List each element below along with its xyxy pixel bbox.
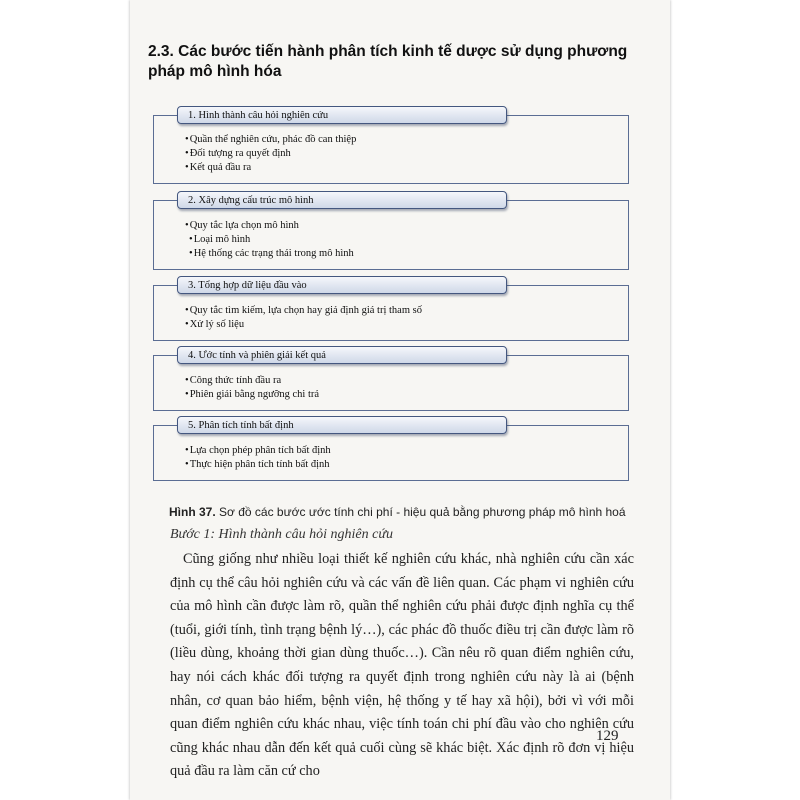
- step-list-5: [185, 444, 331, 472]
- body-paragraph: Cũng giống như nhiều loại thiết kế nghiên cứu khác, nhà nghiên cứu cần xác định cụ thể câu hỏi nghiên cứu và các vấn đề liên quan. Các phạm vi nghiên cứu của mô hình cần được làm rõ, quần thể nghiên cứu phải được định nghĩa cụ thể (tuổi, giới tính, tình trạng bệnh lý…), các phác đồ thuốc điều trị cần được làm rõ (liều dùng, khoảng thời gian dùng thuốc…). Cần nêu rõ quan điểm nghiên cứu, hay nói cách khác đối tượng ra quyết định trong nghiên cứu này là ai (bệnh nhân, cơ quan bảo hiểm, bệnh viện, hệ thống y tế hay xã hội), bởi vì với mỗi quan điểm nghiên cứu khác nhau, việc tính toán chi phí đầu vào cho nghiên cứu cũng khác nhau dẫn đến kết quả cuối cùng sẽ khác biệt. Xác định rõ đơn vị hiệu quả đầu ra làm căn cứ cho: [170, 551, 634, 780]
- step-subheading: Bước 1: Hình thành câu hỏi nghiên cứu: [170, 527, 393, 542]
- step-header-5: 5. Phân tích tính bất định: [177, 416, 507, 434]
- step-list-4: [185, 374, 319, 402]
- list-item: • Lựa chọn phép phân tích bất định: [185, 444, 331, 458]
- step-header-3: 3. Tổng hợp dữ liệu đầu vào: [177, 276, 507, 294]
- list-item: • Xử lý số liệu: [185, 318, 422, 332]
- figure-caption-text: Sơ đồ các bước ước tính chi phí - hiệu quả bằng phương pháp mô hình hoá: [219, 505, 626, 519]
- list-item: • Kết quả đầu ra: [185, 161, 356, 175]
- section-title: 2.3. Các bước tiến hành phân tích kinh tế dược sử dụng phương pháp mô hình hóa: [148, 43, 628, 80]
- figure-caption: [169, 505, 626, 519]
- step-list-1: [185, 133, 356, 175]
- list-item: • Quy tắc lựa chọn mô hình: [185, 219, 354, 233]
- list-item: • Đối tượng ra quyết định: [185, 147, 356, 161]
- page-number: 129: [596, 728, 619, 744]
- list-item: • Hệ thống các trạng thái trong mô hình: [185, 247, 354, 261]
- figure-label: Hình 37.: [169, 505, 216, 519]
- step-list-3: [185, 304, 422, 332]
- list-item: • Phiên giải bằng ngưỡng chi trả: [185, 388, 319, 402]
- step-header-4: 4. Ước tính và phiên giải kết quả: [177, 346, 507, 364]
- list-item: • Công thức tính đầu ra: [185, 374, 319, 388]
- list-item: • Quần thể nghiên cứu, phác đồ can thiệp: [185, 133, 356, 147]
- step-header-1: 1. Hình thành câu hỏi nghiên cứu: [177, 106, 507, 124]
- list-item: • Quy tắc tìm kiếm, lựa chọn hay giả định giá trị tham số: [185, 304, 422, 318]
- list-item: • Thực hiện phân tích tính bất định: [185, 458, 331, 472]
- list-item: • Loại mô hình: [185, 233, 354, 247]
- step-header-2: 2. Xây dựng cấu trúc mô hình: [177, 191, 507, 209]
- step-list-2: [185, 219, 354, 261]
